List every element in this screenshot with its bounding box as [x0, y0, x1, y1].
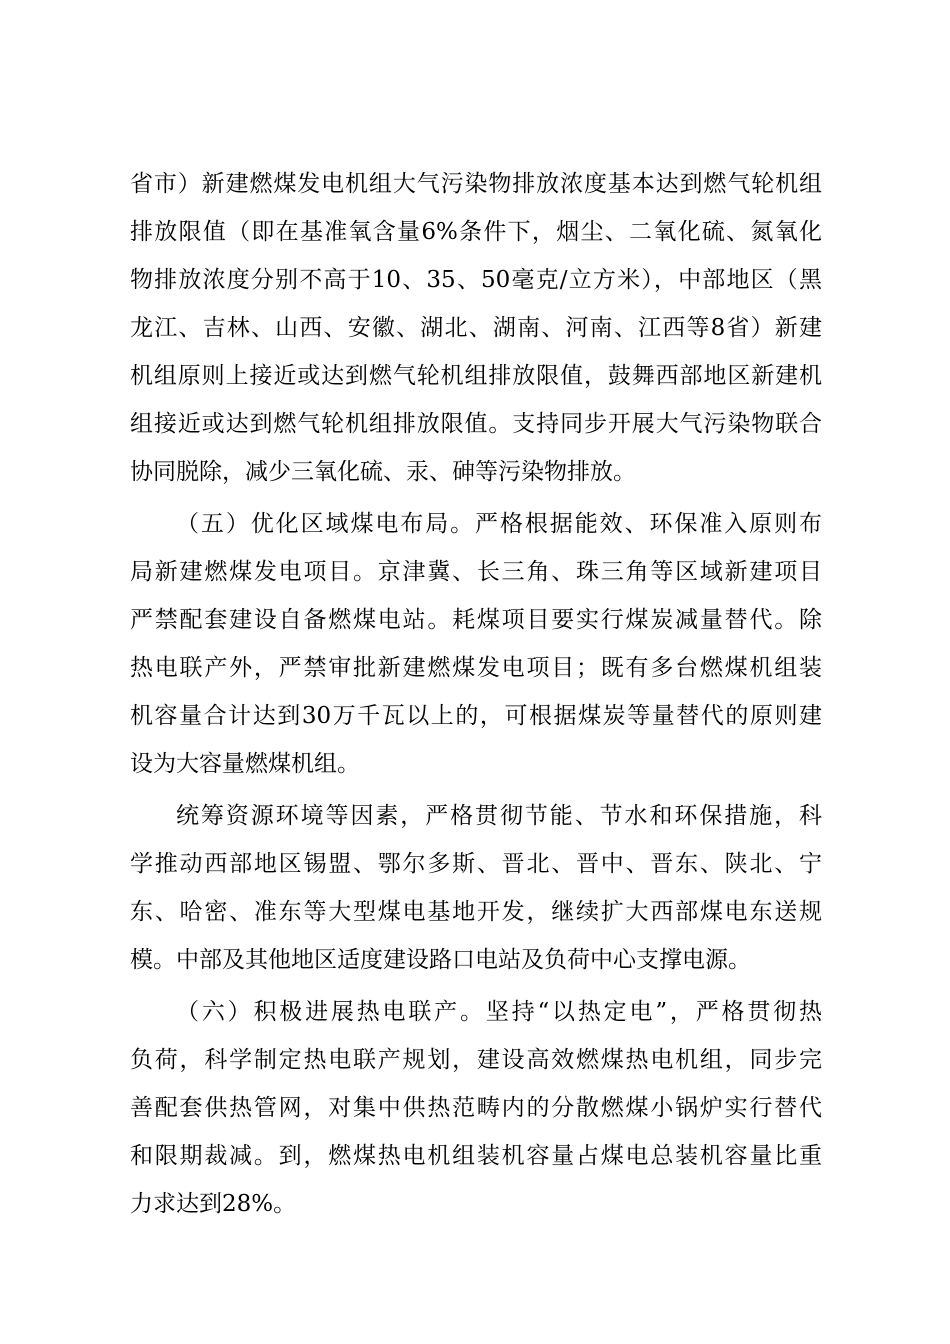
text-line: 协同脱除，减少三氧化硫、汞、砷等污染物排放。: [130, 459, 636, 485]
text-line: 善配套供热管网，对集中供热范畴内的分散燃煤小锅炉实行替代: [130, 1095, 822, 1121]
text-line: 力求达到28%。: [130, 1191, 297, 1217]
text-line: 设为大容量燃煤机组。: [130, 751, 360, 777]
document-body: [130, 160, 822, 1228]
text-line: 模。中部及其他地区适度建设路口电站及负荷中心支撑电源。: [130, 947, 751, 973]
paragraph-emission-limits: [130, 160, 822, 496]
text-line: 热电联产外，严禁审批新建燃煤发电项目；既有多台燃煤机组装: [130, 655, 822, 681]
text-line: 东、哈密、准东等大型煤电基地开发，继续扩大西部煤电东送规: [130, 899, 822, 925]
text-line: 负荷，科学制定热电联产规划，建设高效燃煤热电机组，同步完: [130, 1047, 822, 1073]
text-line: 物排放浓度分别不高于10、35、50毫克/立方米），中部地区（黑: [130, 267, 822, 293]
text-line: 组接近或达到燃气轮机组排放限值。支持同步开展大气污染物联合: [130, 411, 822, 437]
paragraph-section-six: [130, 988, 822, 1228]
paragraph-western-bases: [130, 792, 822, 984]
text-line: 排放限值（即在基准氧含量6%条件下，烟尘、二氧化硫、氮氧化: [130, 219, 822, 245]
text-line: 学推动西部地区锡盟、鄂尔多斯、晋北、晋中、晋东、陕北、宁: [130, 851, 822, 877]
text-line: 省市）新建燃煤发电机组大气污染物排放浓度基本达到燃气轮机组: [130, 171, 822, 197]
section-heading-line: （六）积极进展热电联产。坚持“以热定电”，严格贯彻热: [176, 999, 822, 1025]
text-line: 严禁配套建设自备燃煤电站。耗煤项目要实行煤炭减量替代。除: [130, 607, 822, 633]
text-line: 机容量合计达到30万千瓦以上的，可根据煤炭等量替代的原则建: [130, 703, 822, 729]
text-line: 统筹资源环境等因素，严格贯彻节能、节水和环保措施，科: [176, 803, 822, 829]
text-line: 和限期裁减。到，燃煤热电机组装机容量占煤电总装机容量比重: [130, 1143, 822, 1169]
paragraph-section-five: [130, 500, 822, 788]
text-line: 局新建燃煤发电项目。京津冀、长三角、珠三角等区域新建项目: [130, 559, 822, 585]
text-line: 机组原则上接近或达到燃气轮机组排放限值，鼓舞西部地区新建机: [130, 363, 822, 389]
text-line: 龙江、吉林、山西、安徽、湖北、湖南、河南、江西等8省）新建: [130, 315, 822, 341]
section-heading-line: （五）优化区域煤电布局。严格根据能效、环保准入原则布: [176, 511, 822, 537]
